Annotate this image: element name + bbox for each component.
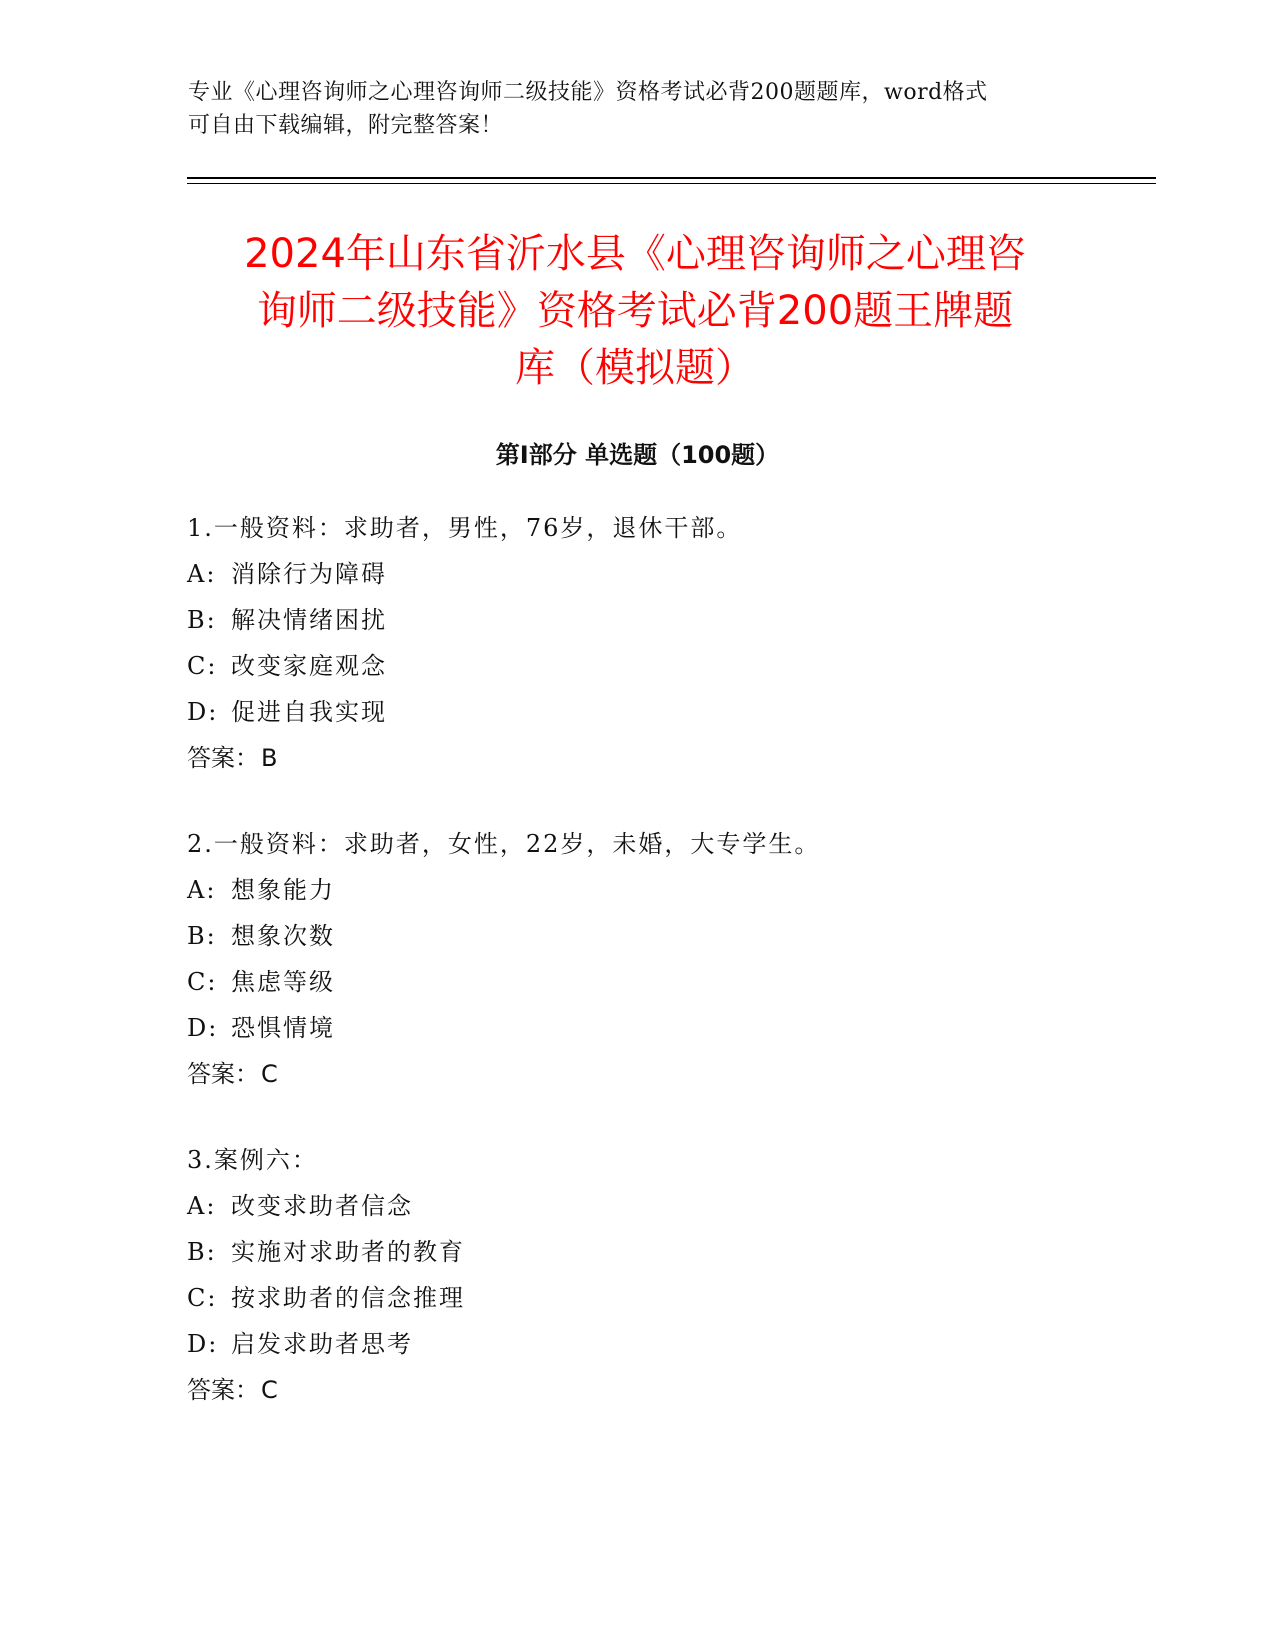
header-note-line-2: 可自由下载编辑，附完整答案！ <box>188 113 504 138</box>
option-b <box>187 1235 1087 1281</box>
option-letter: C: <box>187 1284 218 1312</box>
header-divider-thick <box>187 177 1156 179</box>
question-2 <box>187 827 1087 1103</box>
option-letter: C: <box>187 968 218 996</box>
option-text: 改变家庭观念 <box>231 652 387 680</box>
option-letter: D: <box>187 698 219 726</box>
option-c <box>187 965 1087 1011</box>
answer <box>187 1373 1087 1419</box>
option-letter: A: <box>187 560 217 588</box>
option-a <box>187 1189 1087 1235</box>
option-text: 焦虑等级 <box>231 968 335 996</box>
question-stem: 3.案例六： <box>187 1146 318 1174</box>
option-text: 想象次数 <box>231 922 335 950</box>
option-c <box>187 1281 1087 1327</box>
question-3 <box>187 1143 1087 1419</box>
answer-value: B <box>261 744 278 772</box>
option-text: 改变求助者信念 <box>231 1192 413 1220</box>
document-title-line-1: 2024年山东省沂水县《心理咨询师之心理咨 <box>244 231 1026 277</box>
header-note <box>188 76 1088 142</box>
question-stem: 2.一般资料：求助者，女性，22岁，未婚，大专学生。 <box>187 830 821 858</box>
answer <box>187 1057 1087 1103</box>
option-text: 想象能力 <box>231 876 335 904</box>
answer-label: 答案： <box>187 744 259 772</box>
option-text: 实施对求助者的教育 <box>231 1238 465 1266</box>
answer <box>187 741 1087 787</box>
answer-value: C <box>261 1060 278 1088</box>
document-title <box>180 226 1090 397</box>
option-b <box>187 603 1087 649</box>
option-b <box>187 919 1087 965</box>
question-stem: 1.一般资料：求助者，男性，76岁，退休干部。 <box>187 514 743 542</box>
option-text: 解决情绪困扰 <box>231 606 387 634</box>
option-letter: B: <box>187 1238 217 1266</box>
answer-label: 答案： <box>187 1060 259 1088</box>
option-letter: C: <box>187 652 218 680</box>
option-text: 恐惧情境 <box>231 1014 335 1042</box>
option-letter: D: <box>187 1014 219 1042</box>
header-divider-thin <box>187 183 1156 184</box>
option-letter: A: <box>187 876 217 904</box>
question-1 <box>187 511 1087 787</box>
document-title-line-2: 询师二级技能》资格考试必背200题王牌题 <box>256 288 1014 334</box>
option-d <box>187 1011 1087 1057</box>
option-a <box>187 557 1087 603</box>
option-letter: B: <box>187 606 217 634</box>
option-d <box>187 1327 1087 1373</box>
option-text: 按求助者的信念推理 <box>231 1284 465 1312</box>
option-c <box>187 649 1087 695</box>
option-letter: B: <box>187 922 217 950</box>
option-text: 消除行为障碍 <box>231 560 387 588</box>
option-a <box>187 873 1087 919</box>
section-heading: 第Ⅰ部分 单选题（100题） <box>495 441 780 469</box>
option-text: 启发求助者思考 <box>231 1330 413 1358</box>
option-letter: A: <box>187 1192 217 1220</box>
answer-label: 答案： <box>187 1376 259 1404</box>
document-title-line-3: 库（模拟题） <box>515 345 755 391</box>
option-letter: D: <box>187 1330 219 1358</box>
option-d <box>187 695 1087 741</box>
header-note-line-1: 专业《心理咨询师之心理咨询师二级技能》资格考试必背200题题库，word格式 <box>188 80 988 105</box>
answer-value: C <box>261 1376 278 1404</box>
option-text: 促进自我实现 <box>231 698 387 726</box>
